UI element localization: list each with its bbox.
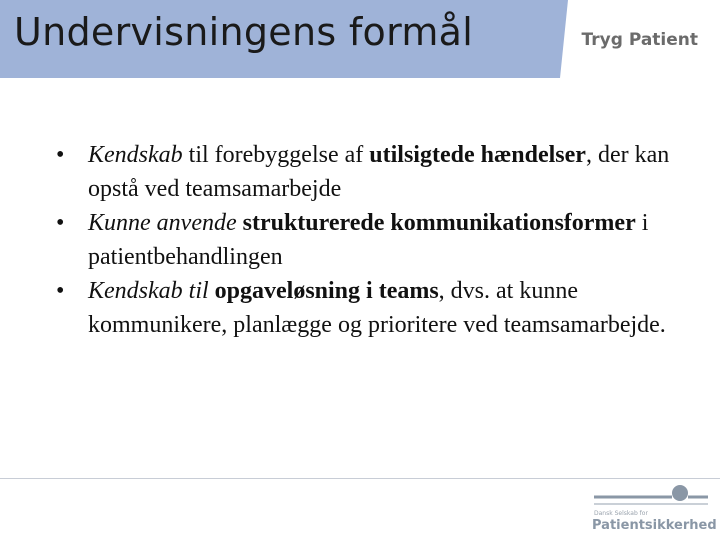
- bullet-item: [56, 138, 696, 206]
- bullet-list: [56, 138, 696, 342]
- bullet-text-bold: opgaveløsning i teams: [214, 278, 439, 304]
- bullet-item: [56, 206, 696, 274]
- bullet-marker: •: [56, 210, 65, 236]
- footer-divider: [0, 478, 720, 479]
- logo-small-text: Dansk Selskab for: [594, 510, 648, 517]
- bullet-text-normal: , der kan opstå ved teamsamarbejde: [88, 142, 670, 202]
- bullet-text-normal: i patientbehandlingen: [88, 210, 649, 270]
- bullet-text-italic: Kendskab: [88, 142, 183, 168]
- bullet-item: [56, 274, 696, 342]
- bullet-text-normal: , dvs. at kunne kommunikere, planlægge og prioritere ved teamsamarbejde.: [88, 278, 666, 338]
- bullet-text-normal: til forebyggelse af: [182, 142, 370, 168]
- bullet-marker: •: [56, 142, 65, 168]
- brand-logo-text: Tryg Patient: [581, 30, 698, 50]
- logo-name: Patientsikkerhed: [592, 518, 717, 533]
- bullet-text-italic: Kendskab til: [88, 278, 209, 304]
- title-bar: [0, 0, 720, 80]
- bullet-text-bold: utilsigtede hændelser: [369, 142, 586, 168]
- patientsikkerhed-logo: [588, 484, 717, 536]
- bullet-text-bold: strukturerede kommunikationsformer: [242, 210, 636, 236]
- bullet-marker: •: [56, 278, 65, 304]
- bullet-text-italic: Kunne anvende: [88, 210, 237, 236]
- slide-title: Undervisningens formål: [14, 10, 474, 54]
